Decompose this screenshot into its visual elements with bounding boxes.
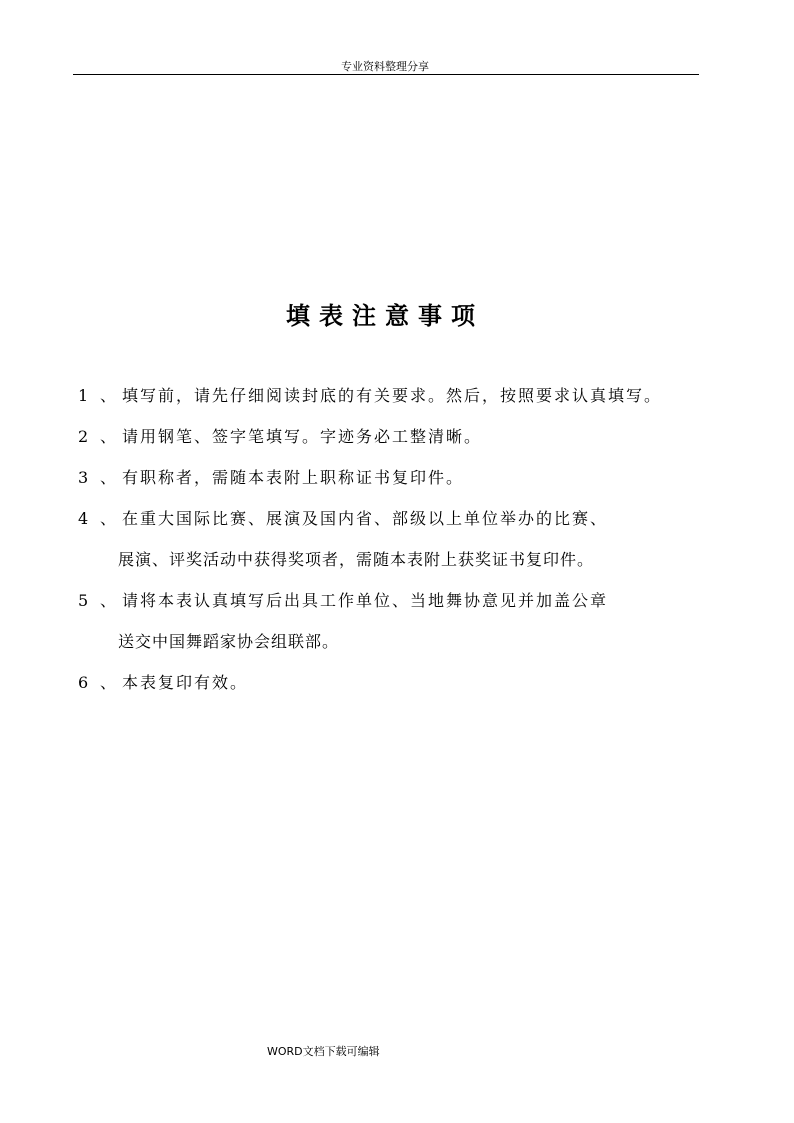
- item-number: 4: [78, 509, 91, 528]
- page-title: 填表注意事项: [286, 301, 484, 330]
- notice-item-5-continuation: 送交中国舞蹈家协会组联部。: [118, 632, 340, 651]
- item-separator: 、: [100, 509, 119, 528]
- item-number: 3: [78, 468, 91, 487]
- item-separator: 、: [100, 427, 119, 446]
- page-header: 专业资料整理分享: [341, 60, 429, 73]
- item-separator: 、: [100, 591, 119, 610]
- item-text: 请用钢笔、签字笔填写。字迹务必工整清晰。: [122, 427, 483, 446]
- notice-item-6: [78, 669, 768, 710]
- item-number: 6: [78, 673, 91, 692]
- item-text: 在重大国际比赛、展演及国内省、部级以上单位举办的比赛、: [122, 509, 609, 528]
- item-separator: 、: [100, 386, 119, 405]
- notice-item-4-continuation: 展演、评奖活动中获得奖项者，需随本表附上获奖证书复印件。: [118, 550, 595, 569]
- item-text: 请将本表认真填写后出具工作单位、当地舞协意见并加盖公章: [122, 591, 609, 610]
- item-number: 5: [78, 591, 91, 610]
- item-separator: 、: [100, 673, 119, 692]
- item-number: 1: [78, 386, 91, 405]
- notice-item-1: [78, 382, 768, 423]
- item-number: 2: [78, 427, 91, 446]
- notice-item-4: [78, 505, 768, 546]
- notice-list: [78, 382, 768, 710]
- notice-item-5: [78, 587, 768, 628]
- page-footer: WORD文档下载可编辑: [267, 1045, 380, 1058]
- notice-item-2: [78, 423, 768, 464]
- item-separator: 、: [100, 468, 119, 487]
- item-text: 有职称者，需随本表附上职称证书复印件。: [122, 468, 465, 487]
- header-rule: [73, 74, 699, 75]
- item-text: 填写前，请先仔细阅读封底的有关要求。然后，按照要求认真填写。: [122, 386, 663, 405]
- item-text: 本表复印有效。: [122, 673, 249, 692]
- notice-item-3: [78, 464, 768, 505]
